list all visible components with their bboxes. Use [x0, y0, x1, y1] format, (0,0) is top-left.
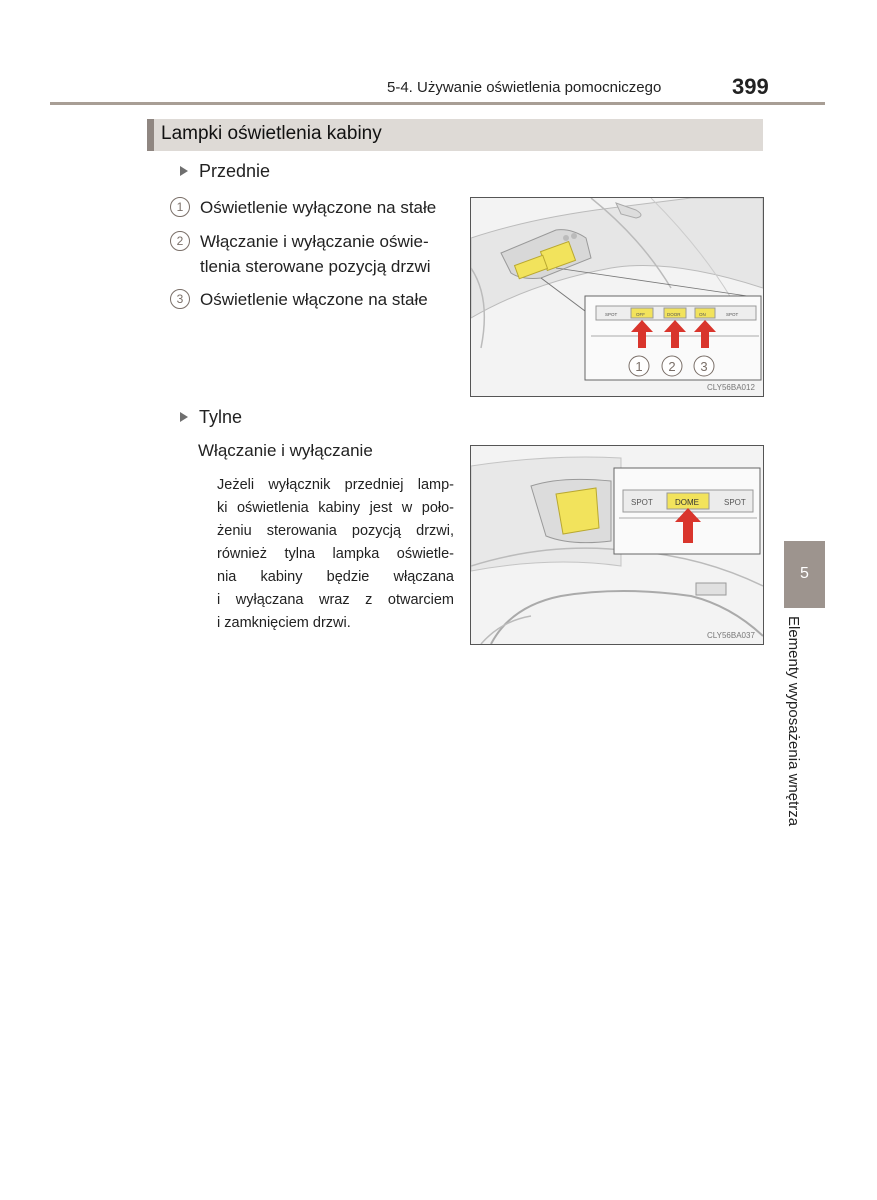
- svg-text:2: 2: [668, 359, 676, 374]
- bullet-rear-label: Tylne: [199, 407, 243, 427]
- chapter-tab: [784, 541, 825, 608]
- figure-code: CLY56BA037: [707, 631, 755, 640]
- front-item-text: Oświetlenie włączone na stałe: [200, 290, 428, 309]
- bullet-triangle-icon: [180, 412, 188, 422]
- front-item-2: [170, 229, 431, 279]
- chapter-number: 5: [800, 565, 809, 582]
- front-item-text: Oświetlenie wyłączone na stałe: [200, 198, 437, 217]
- svg-text:DOME: DOME: [675, 498, 699, 507]
- paragraph-line: Jeżeli wyłącznik przedniej lamp-: [217, 477, 454, 493]
- circled-number-icon: 1: [170, 197, 190, 217]
- front-light-illustration: [471, 198, 763, 396]
- front-item-1: [170, 195, 436, 220]
- chapter-title-vertical: [776, 616, 816, 856]
- rear-light-figure: [470, 445, 764, 645]
- paragraph-line: również tylna lampka oświetle-: [217, 546, 454, 562]
- svg-text:SPOT: SPOT: [724, 498, 746, 507]
- header-section-title: 5-4. Używanie oświetlenia pomocniczego: [387, 79, 662, 96]
- paragraph-line: i wyłączana wraz z otwarciem: [217, 592, 454, 608]
- section-bar-accent: [147, 119, 154, 151]
- bullet-rear: [180, 407, 242, 428]
- bullet-triangle-icon: [180, 166, 188, 176]
- svg-text:1: 1: [635, 359, 643, 374]
- rear-paragraph: [217, 474, 454, 635]
- svg-text:3: 3: [700, 359, 708, 374]
- paragraph-line: ki oświetlenia kabiny jest w poło-: [217, 500, 454, 516]
- front-light-figure: [470, 197, 764, 397]
- rear-subheading: Włączanie i wyłączanie: [198, 441, 373, 460]
- svg-text:OFF: OFF: [636, 312, 645, 317]
- front-item-text: Włączanie i wyłączanie oświe- tlenia sterowane pozycją drzwi: [200, 232, 431, 276]
- circled-number-icon: 3: [170, 289, 190, 309]
- svg-text:SPOT: SPOT: [726, 312, 739, 317]
- paragraph-line: nia kabiny będzie włączana: [217, 569, 454, 585]
- svg-text:ON: ON: [699, 312, 706, 317]
- svg-text:SPOT: SPOT: [605, 312, 618, 317]
- rear-light-illustration: [471, 446, 763, 644]
- section-title: Lampki oświetlenia kabiny: [161, 123, 382, 144]
- svg-text:SPOT: SPOT: [631, 498, 653, 507]
- paragraph-line: żeniu sterowania pozycją drzwi,: [217, 523, 454, 539]
- front-item-3: [170, 287, 428, 312]
- circled-number-icon: 2: [170, 231, 190, 251]
- svg-text:DOOR: DOOR: [667, 312, 681, 317]
- bullet-front-label: Przednie: [199, 161, 271, 181]
- figure-code: CLY56BA012: [707, 383, 755, 392]
- bullet-front: [180, 161, 270, 182]
- chapter-title: Elementy wyposażenia wnętrza: [785, 616, 802, 827]
- paragraph-line: i zamknięciem drzwi.: [217, 615, 351, 631]
- header-divider: [50, 102, 825, 105]
- page-number: 399: [732, 74, 769, 99]
